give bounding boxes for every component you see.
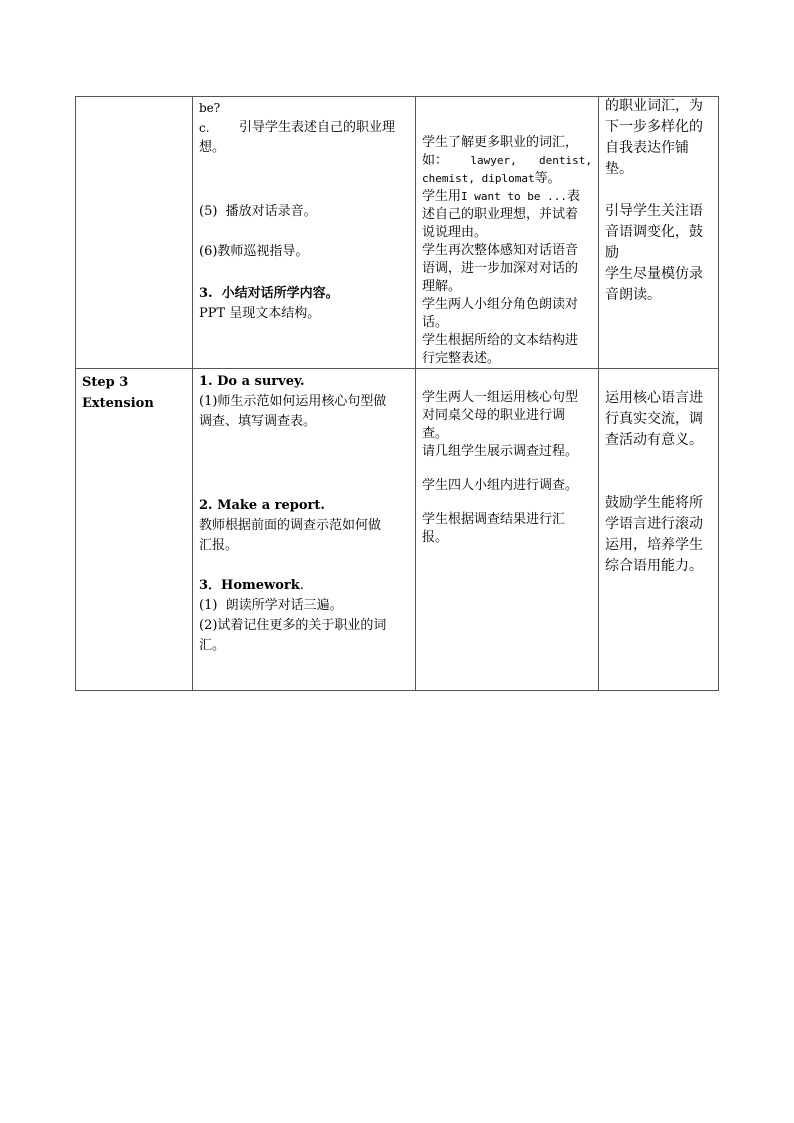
text-line: 查。 <box>422 426 449 441</box>
text-line: 语调，进一步加深对对话的 <box>422 261 579 276</box>
text-line: 学生四人小组内进行调查。 <box>422 478 579 493</box>
text-line: 学生尽量模仿录 <box>605 266 703 282</box>
section-heading: 1. Do a survey. <box>199 374 305 389</box>
text-line: 学生再次整体感知对话语音 <box>422 243 579 258</box>
step-title: Extension <box>82 396 154 411</box>
text-line: 运用，培养学生 <box>605 537 703 553</box>
text-line <box>422 188 592 206</box>
text-line: 查活动有意义。 <box>605 432 703 448</box>
text-line: 综合语用能力。 <box>605 558 703 574</box>
column-divider-1 <box>192 96 193 691</box>
list-marker: c. <box>199 121 210 135</box>
lesson-plan-table <box>75 96 719 691</box>
text-line: 汇。 <box>199 638 226 653</box>
text-line: 运用核心语言进 <box>605 390 703 406</box>
text-line: 励 <box>605 245 619 261</box>
text-line: 引导学生关注语 <box>605 203 703 219</box>
text-line: 述自己的职业理想，并试着 <box>422 207 579 222</box>
text-line: 学生两人一组运用核心句型 <box>422 390 579 405</box>
text-line: 调查、填写调查表。 <box>199 414 317 429</box>
text-line <box>199 118 411 138</box>
text-line: be? <box>199 101 221 115</box>
text-line: 鼓励学生能将所 <box>605 495 703 511</box>
row2-student-activities <box>422 389 592 547</box>
text-span: 3．Homework <box>199 578 300 593</box>
text-line: 学生两人小组分角色朗读对 <box>422 297 579 312</box>
text-line: 的职业词汇，为 <box>605 98 703 114</box>
text-line: 报。 <box>422 530 449 545</box>
text-line: 请几组学生展示调查过程。 <box>422 444 579 459</box>
text-span: dentist, <box>539 154 592 167</box>
text-line: 自我表达作铺 <box>605 140 689 156</box>
step-label <box>82 372 187 414</box>
row1-design-intent <box>605 96 715 306</box>
text-line: 话。 <box>422 315 449 330</box>
text-line: 学生了解更多职业的词汇， <box>422 135 579 150</box>
text-line: 对同桌父母的职业进行调 <box>422 408 566 423</box>
table-border-right <box>718 96 719 691</box>
row2-teacher-activities <box>199 372 411 656</box>
text-line: (5) 播放对话录音。 <box>199 204 317 219</box>
text-span: 等。 <box>534 171 561 186</box>
step-number: Step 3 <box>82 375 129 390</box>
text-line: 下一步多样化的 <box>605 119 703 135</box>
text-span: 学生用 <box>422 189 462 204</box>
text-span: lawyer, <box>470 154 517 167</box>
text-line: 行真实交流，调 <box>605 411 703 427</box>
text-line <box>422 152 592 170</box>
row-divider <box>75 368 719 369</box>
section-heading: 3. 小结对话所学内容。 <box>199 286 339 301</box>
text-line: 学语言进行滚动 <box>605 516 703 532</box>
text-line: 学生根据所给的文本结构进 <box>422 333 579 348</box>
text-line: (6)教师巡视指导。 <box>199 244 309 259</box>
text-line: 音朗读。 <box>605 287 661 303</box>
text-span: chemist, diplomat <box>422 172 535 185</box>
text-span: I want to be ... <box>461 190 567 203</box>
text-line: 想。 <box>199 140 226 155</box>
text-span: . <box>299 578 304 593</box>
text-line: 音语调变化，鼓 <box>605 224 703 240</box>
text-line: 行完整表述。 <box>422 351 501 366</box>
text-line <box>422 170 592 188</box>
text-line: 学生根据调查结果进行汇 <box>422 512 566 527</box>
text-line: 说说理由。 <box>422 225 488 240</box>
text-line: (2)试着记住更多的关于职业的词 <box>199 618 387 633</box>
text-line: 汇报。 <box>199 538 239 553</box>
row1-teacher-activities <box>199 98 411 324</box>
text-line: 理解。 <box>422 279 462 294</box>
section-heading <box>199 576 411 596</box>
text-line: (1) 朗读所学对话三遍。 <box>199 598 343 613</box>
text-span: 表 <box>566 189 580 204</box>
column-divider-2 <box>415 96 416 691</box>
text-span: 引导学生表述自己的职业理 <box>239 120 396 135</box>
text-line: (1)师生示范如何运用核心句型做 <box>199 394 387 409</box>
section-heading: 2. Make a report. <box>199 498 325 513</box>
column-divider-3 <box>598 96 599 691</box>
table-border-bottom <box>75 690 719 691</box>
text-line: 垫。 <box>605 161 633 177</box>
row2-design-intent <box>605 388 715 577</box>
text-span: 如： <box>422 153 449 168</box>
text-line: PPT 呈现文本结构。 <box>199 306 321 321</box>
text-line: 教师根据前面的调查示范如何做 <box>199 518 382 533</box>
row1-student-activities <box>422 134 592 368</box>
table-border-left <box>75 96 76 691</box>
